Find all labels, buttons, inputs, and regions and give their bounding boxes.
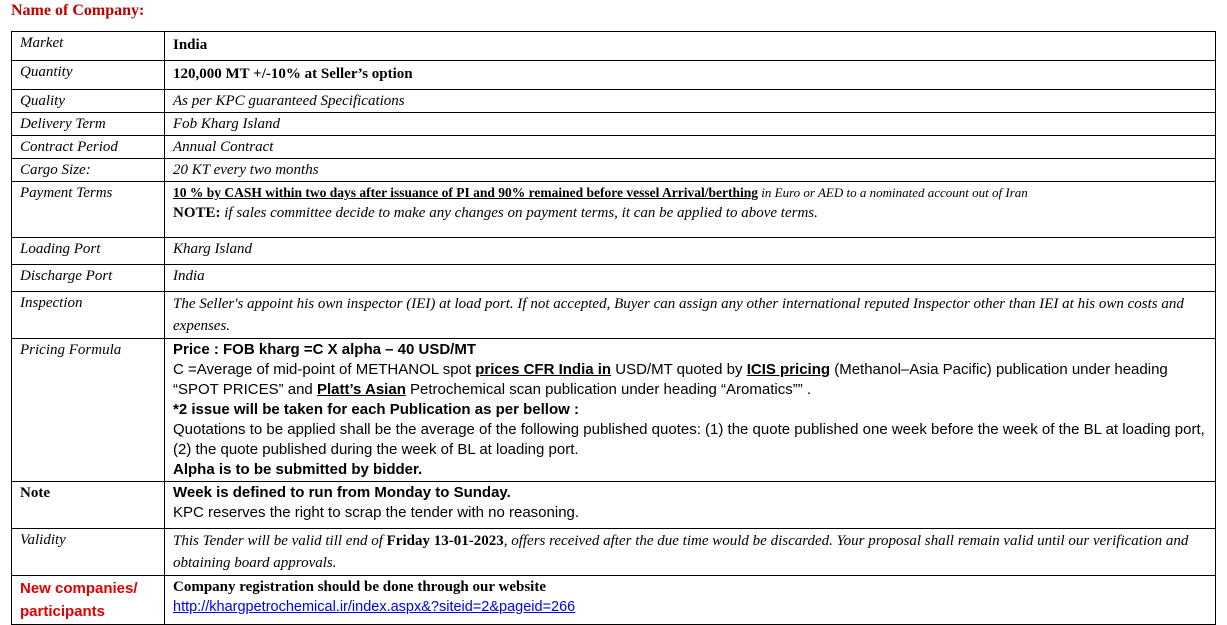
note-value xyxy=(165,482,1216,529)
pricing-formula-value xyxy=(165,339,1216,482)
payment-note-label: NOTE: xyxy=(173,205,221,221)
table-row-registration xyxy=(12,576,1216,625)
quality-value: As per KPC guaranteed Specifications xyxy=(165,90,1216,113)
market-value: India xyxy=(165,32,1216,61)
pricing-c-definition: C =Average of mid-point of METHANOL spot prices CFR India in USD/MT quoted by ICIS pricing (Methanol–Asia Pacific) publication under heading “SPOT PRICES” and Platt’s Asian Petrochemical scan publication under heading “Aromatics”” . xyxy=(173,361,1168,398)
prices-cfr-india-text: prices CFR India in xyxy=(475,361,612,378)
icis-pricing-text: ICIS pricing xyxy=(746,361,831,378)
registration-value xyxy=(165,576,1216,625)
pricing-alpha-line: Alpha is to be submitted by bidder. xyxy=(173,461,423,478)
company-name-heading: Name of Company: xyxy=(11,2,145,19)
quality-label: Quality xyxy=(12,90,165,113)
table-row-note xyxy=(12,482,1216,529)
table-row-cargo-size xyxy=(12,159,1216,182)
pricing-quotations-text: Quotations to be applied shall be the average of the following published quotes: (1) the quote published one week before the week of the BL at loading port, (2) the quote published during the week of BL at loading port. xyxy=(173,421,1205,458)
note-scrap-right: KPC reserves the right to scrap the tender with no reasoning. xyxy=(173,504,580,521)
note-label: Note xyxy=(12,482,165,529)
market-label: Market xyxy=(12,32,165,61)
new-companies-label: New companies/ participants xyxy=(12,576,165,625)
inspection-label: Inspection xyxy=(12,292,165,339)
platts-asian-text: Platt’s Asian xyxy=(316,381,406,398)
cargo-size-label: Cargo Size: xyxy=(12,159,165,182)
pricing-issue-line: *2 issue will be taken for each Publication as per bellow : xyxy=(173,401,579,418)
table-row-payment-terms xyxy=(12,182,1216,238)
pricing-price-line: Price : FOB kharg =C X alpha – 40 USD/MT xyxy=(173,341,477,358)
discharge-port-label: Discharge Port xyxy=(12,265,165,292)
pricing-formula-label: Pricing Formula xyxy=(12,339,165,482)
validity-value: This Tender will be valid till end of Friday 13-01-2023, offers received after the due time would be discarded. Your proposal shall remain valid until our verification and obtaining board approvals. xyxy=(165,529,1216,576)
cargo-size-value: 20 KT every two months xyxy=(165,159,1216,182)
inspection-value: The Seller's appoint his own inspector (IEI) at load port. If not accepted, Buyer can assign any other international reputed Inspector other than IEI at his own costs and expenses. xyxy=(165,292,1216,339)
payment-terms-value xyxy=(165,182,1216,238)
table-row-inspection xyxy=(12,292,1216,339)
table-row-contract-period xyxy=(12,136,1216,159)
note-week-definition: Week is defined to run from Monday to Sunday. xyxy=(173,484,511,501)
validity-label: Validity xyxy=(12,529,165,576)
payment-terms-label: Payment Terms xyxy=(12,182,165,238)
quantity-label: Quantity xyxy=(12,61,165,90)
contract-period-label: Contract Period xyxy=(12,136,165,159)
payment-terms-currency-text: in Euro or AED to a nominated account out of Iran xyxy=(758,185,1028,200)
loading-port-value: Kharg Island xyxy=(165,238,1216,265)
tender-terms-table xyxy=(11,31,1216,625)
table-row-delivery-term xyxy=(12,113,1216,136)
table-row-validity xyxy=(12,529,1216,576)
delivery-term-value: Fob Kharg Island xyxy=(165,113,1216,136)
delivery-term-label: Delivery Term xyxy=(12,113,165,136)
contract-period-value: Annual Contract xyxy=(165,136,1216,159)
table-row-quantity xyxy=(12,61,1216,90)
table-row-loading-port xyxy=(12,238,1216,265)
registration-title: Company registration should be done through our website xyxy=(173,579,546,595)
payment-terms-cash-text: 10 % by CASH within two days after issuance of PI and 90% remained before vessel Arrival/berthing xyxy=(173,185,759,200)
validity-date: Friday 13-01-2023 xyxy=(386,533,504,549)
table-row-quality xyxy=(12,90,1216,113)
table-row-pricing-formula xyxy=(12,339,1216,482)
discharge-port-value: India xyxy=(165,265,1216,292)
registration-website-link[interactable]: http://khargpetrochemical.ir/index.aspx&?siteid=2&pageid=266 xyxy=(173,599,576,615)
table-row-market xyxy=(12,32,1216,61)
quantity-value: 120,000 MT +/-10% at Seller’s option xyxy=(165,61,1216,90)
loading-port-label: Loading Port xyxy=(12,238,165,265)
payment-note-text: if sales committee decide to make any changes on payment terms, it can be applied to above terms. xyxy=(220,205,818,221)
table-row-discharge-port xyxy=(12,265,1216,292)
